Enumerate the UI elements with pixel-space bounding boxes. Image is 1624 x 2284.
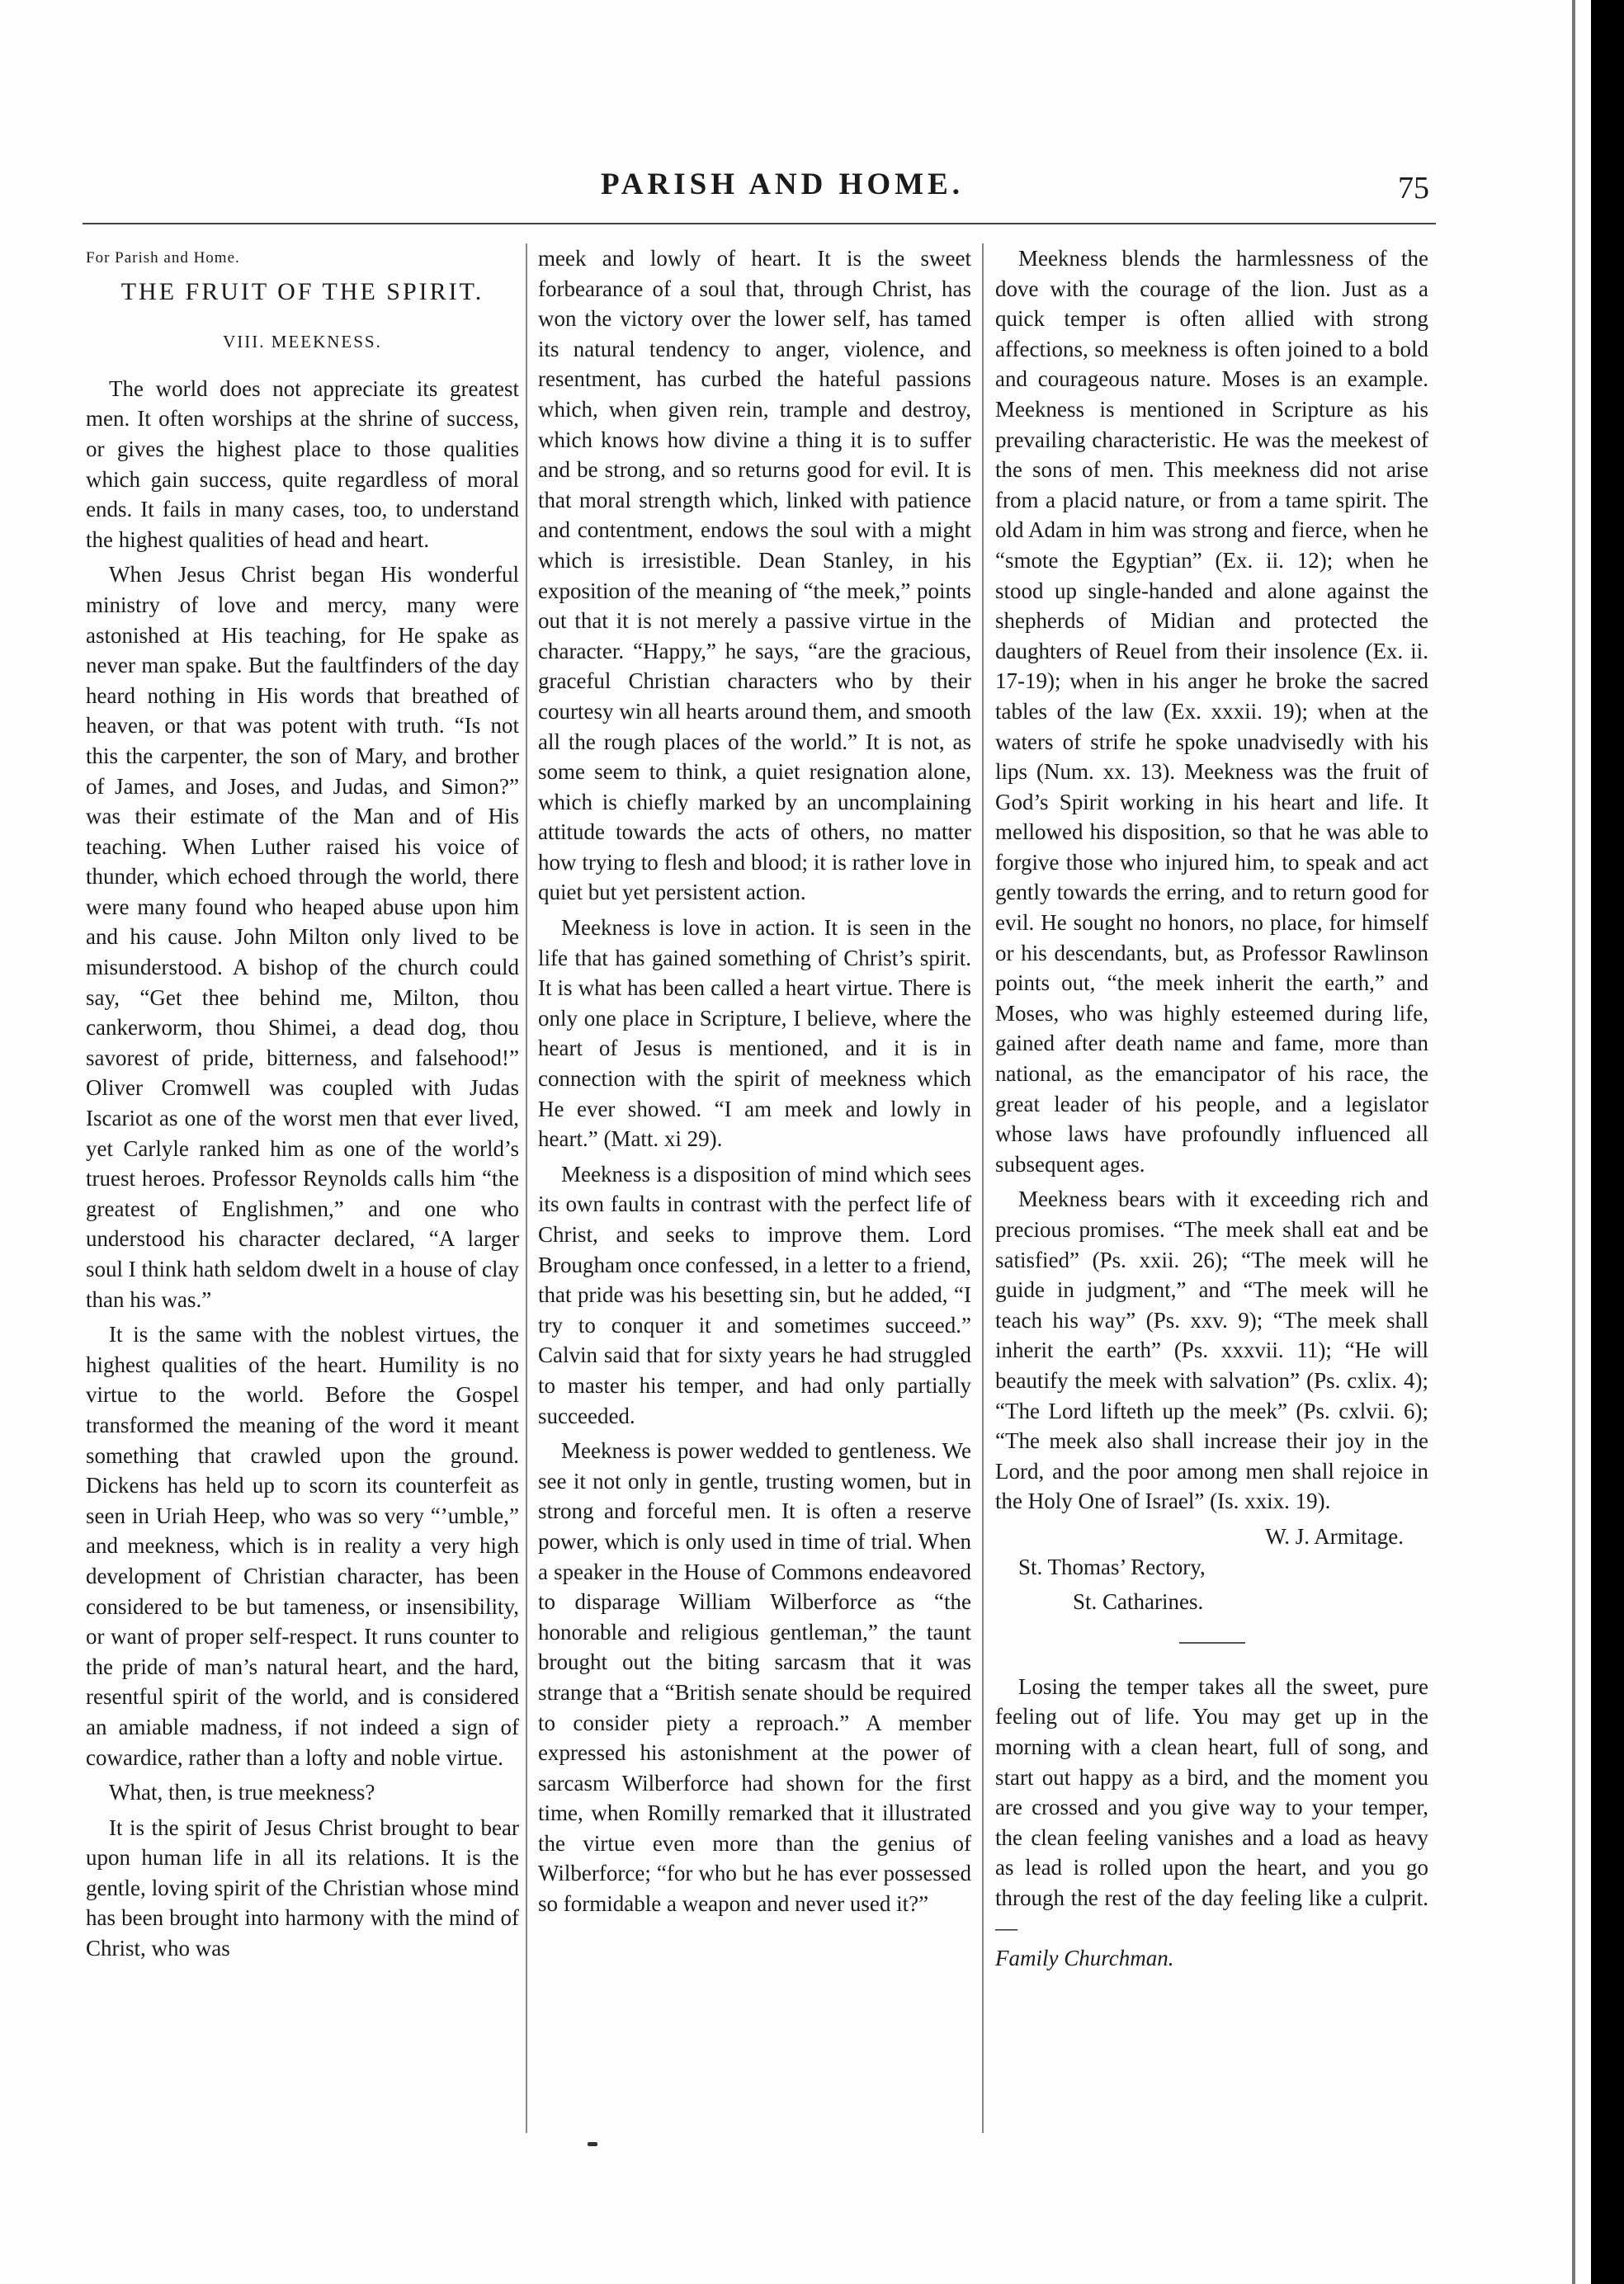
- header-rule: [83, 223, 1436, 224]
- section-title: VIII. MEEKNESS.: [223, 332, 382, 352]
- column-divider: [526, 243, 527, 2133]
- paragraph: The world does not appreciate its greatest men. It often worships at the shrine of success, or gives the highest place to those qualities which gain success, quite regardless of moral ends. It fails in many cases, too, to understand the highest qualities of head and heart.: [86, 375, 519, 552]
- section-separator: [1179, 1642, 1245, 1644]
- column-right: [995, 243, 1428, 1979]
- paragraph: It is the same with the noblest virtues, the highest qualities of the heart. Humility is no virtue to the world. Before the Gospel transformed the meaning of the word it meant something that crawled upon the ground. Dickens has held up to scorn its counterfeit as seen in Uriah Heep, who was so very “’umble,” and meekness, which is in reality a very high development of Christian character, has been considered to be but tameness, or insensibility, or want of proper self-respect. It runs counter to the pride of man’s natural heart, and the hard, resentful spirit of the world, and is considered an amiable madness, if not indeed a sign of cowardice, rather than a lofty and noble virtue.: [86, 1322, 519, 1770]
- paragraph: Meekness is love in action. It is seen in the life that has gained something of Christ’s spirit. It is what has been called a heart virtue. There is only one place in Scripture, I believe, where the heart of Jesus is mentioned, and it is in connection with the spirit of meekness which He ever showed. “I am meek and lowly in heart.” (Matt. xi 29).: [538, 915, 971, 1152]
- column-left: [86, 243, 519, 1969]
- article-credit: For Parish and Home.: [86, 249, 240, 267]
- article-title: THE FRUIT OF THE SPIRIT.: [120, 277, 484, 305]
- paragraph: Meekness is power wedded to gentleness. We see it not only in gentle, trusting women, but in strong and forceful men. It is often a reserve power, which is only used in time of trial. When a speaker in the House of Commons endeavored to disparage William Wilberforce as “the honorable and religious gentleman,” the taunt brought out the biting sarcasm that it was strange that a “British senate should be required to consider piety a reproach.” A member expressed his astonishment at the power of sarcasm Wilberforce had shown for the first time, when Romilly remarked that it illustrated the virtue even more than the genius of Wilberforce; “for who but he has ever possessed so formidable a weapon and never used it?”: [538, 1438, 971, 1917]
- author-place: St. Catharines.: [1073, 1589, 1204, 1615]
- ink-speck: [588, 2142, 597, 2146]
- paragraph: When Jesus Christ began His wonderful ministry of love and mercy, many were astonished at His teaching, for He spake as never man spake. But the faultfinders of the day heard nothing in His words that breathed of heaven, or that was potent with truth. “Is not this the carpenter, the son of Mary, and brother of James, and Joses, and Judas, and Simon?” was their estimate of the Man and of His teaching. When Luther raised his voice of thunder, which echoed through the world, there were many found who heaped abuse upon him and his cause. John Milton only lived to be misunderstood. A bishop of the church could say, “Get thee behind me, Milton, thou cankerworm, thou Shimei, a dead dog, thou savorest of pride, bitterness, and falsehood!” Oliver Cromwell was coupled with Judas Iscariot as one of the worst men that ever lived, yet Carlyle ranked him as one of the world’s truest heroes. Professor Reynolds calls him “the greatest of Englishmen,” and one who understood his character declared, “A larger soul I think hath seldom dwelt in a house of clay than his was.”: [86, 562, 519, 1312]
- page-number: 75: [1398, 171, 1429, 205]
- filler-text: Losing the temper takes all the sweet, pure feeling out of life. You may get up in the morning with a clean heart, full of song, and start out happy as a bird, and the moment you are crossed and you give way to your temper, the clean feeling vanishes and a load as heavy as lead is rolled upon the heart, and you go through the rest of the day feeling like a culprit.—: [995, 1673, 1428, 1941]
- scan-edge-line: [1572, 0, 1575, 2284]
- paragraph: Meekness is a disposition of mind which sees its own faults in contrast with the perfect life of Christ, and seeks to improve them. Lord Brougham once confessed, in a letter to a friend, that pride was his besetting sin, but he added, “I try to conquer it and sometimes succeed.” Calvin said that for sixty years he had struggled to master his temper, and had only partially succeeded.: [538, 1161, 971, 1428]
- running-title: PARISH AND HOME.: [600, 168, 965, 201]
- author-signature: W. J. Armitage.: [1265, 1523, 1404, 1549]
- author-place: St. Thomas’ Rectory,: [1018, 1554, 1206, 1579]
- column-middle: [538, 243, 971, 1924]
- paragraph: meek and lowly of heart. It is the sweet forbearance of a soul that, through Christ, has won the victory over the lower self, has tamed its natural tendency to anger, violence, and resentment, has curbed the hateful passions which, when given rein, trample and destroy, which knows how divine a thing it is to suffer and be strong, and so returns good for evil. It is that moral strength which, linked with patience and contentment, endows the soul with a might which is irresistible. Dean Stanley, in his exposition of the meaning of “the meek,” points out that it is not merely a passive virtue in the character. “Happy,” he says, “are the gracious, graceful Christian characters who by their courtesy win all hearts around them, and smooth all the rough places of the world.” It is not, as some seem to think, a quiet resignation alone, which is chiefly marked by an uncomplaining attitude towards the acts of others, no matter how trying to flesh and blood; it is rather love in quiet but yet persistent action.: [538, 246, 971, 905]
- paragraph: It is the spirit of Jesus Christ brought to bear upon human life in all its relations. It is the gentle, loving spirit of the Christian whose mind has been brought into harmony with the mind of Christ, who was: [86, 1814, 519, 1961]
- column-divider: [982, 243, 984, 2133]
- paragraph: Meekness bears with it exceeding rich and precious promises. “The meek shall eat and be satisfied” (Ps. xxii. 26); “The meek will he guide in judgment,” and “The meek will he teach his way” (Ps. xxv. 9); “The meek shall inherit the earth” (Ps. xxxvii. 11); “He will beautify the meek with salvation” (Ps. cxlix. 4); “The Lord lifteth up the meek” (Ps. cxlvii. 6); “The meek also shall increase their joy in the Lord, and the poor among men shall rejoice in the Holy One of Israel” (Is. xxix. 19).: [995, 1187, 1428, 1514]
- paragraph: What, then, is true meekness?: [109, 1780, 375, 1805]
- filler-source: Family Churchman.: [995, 1946, 1174, 1971]
- filler-paragraph: [995, 1672, 1428, 1974]
- paragraph: Meekness blends the harmlessness of the dove with the courage of the lion. Just as a quick temper is often allied with strong affections, so meekness is often joined to a bold and courageous nature. Moses is an example. Meekness is mentioned in Scripture as his prevailing characteristic. He was the meekest of the sons of men. This meekness did not arise from a placid nature, or from a tame spirit. The old Adam in him was strong and fierce, when he “smote the Egyptian” (Ex. ii. 12); when he stood up single-handed and alone against the shepherds of Midian and protected the daughters of Reuel from their insolence (Ex. ii. 17-19); when in his anger he broke the sacred tables of the law (Ex. xxxii. 19); when at the waters of strife he spoke unadvisedly with his lips (Num. xx. 13). Meekness was the fruit of God’s Spirit working in his heart and life. It mellowed his disposition, so that he was able to forgive those who injured him, to speak and act gently towards the erring, and to return good for evil. He sought no honors, no place, for himself or his descendants, but, as Professor Rawlinson points out, “the meek inherit the earth,” and Moses, who was highly esteemed during life, gained after death name and fame, more than national, as the emancipator of his race, the great leader of his people, and a legislator whose laws have profoundly influenced all subsequent ages.: [995, 246, 1428, 1177]
- scan-edge-shadow: [1591, 0, 1624, 2284]
